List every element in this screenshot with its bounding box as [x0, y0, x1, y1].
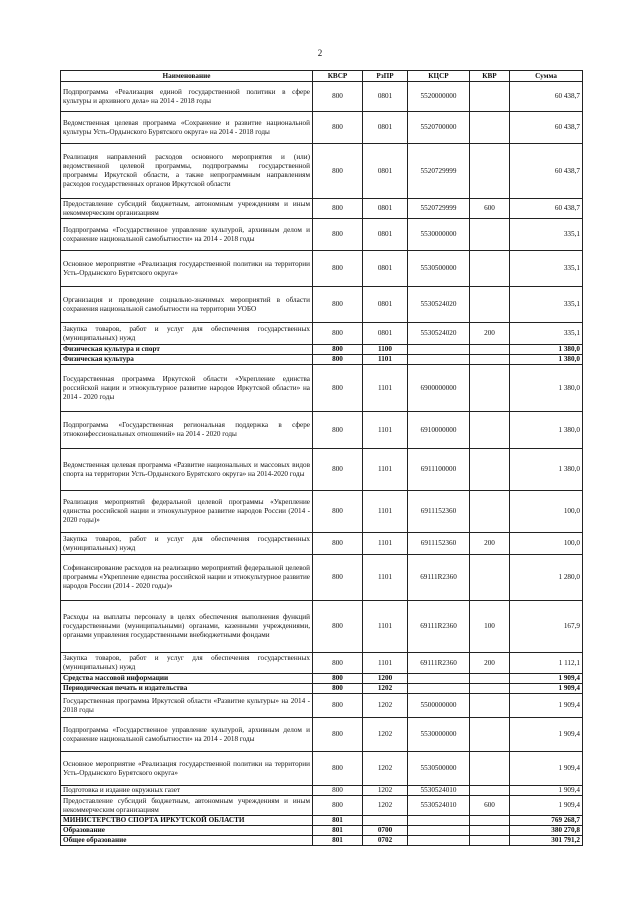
table-row: [61, 836, 583, 846]
row-name-cell: МИНИСТЕРСТВО СПОРТА ИРКУТСКОЙ ОБЛАСТИ: [61, 816, 313, 826]
table-row: [61, 533, 583, 555]
column-header-name: Наименование: [61, 71, 313, 82]
row-kvsr-cell: 800: [313, 694, 363, 718]
row-rzpr-cell: 1101: [363, 365, 408, 412]
row-kcsr-cell: 6910000000: [408, 412, 470, 449]
table-row: [61, 601, 583, 653]
row-kcsr-cell: 5530524020: [408, 287, 470, 323]
row-kcsr-cell: 5520729999: [408, 199, 470, 219]
row-name-cell: Общее образование: [61, 836, 313, 846]
row-name-cell: Образование: [61, 826, 313, 836]
row-sum-cell: 1 280,0: [510, 555, 583, 601]
row-kvsr-cell: 800: [313, 251, 363, 287]
row-kvr-cell: [470, 365, 510, 412]
row-sum-cell: 335,1: [510, 251, 583, 287]
row-rzpr-cell: 0801: [363, 144, 408, 199]
row-kvsr-cell: 800: [313, 345, 363, 355]
row-kvr-cell: [470, 674, 510, 684]
row-sum-cell: 1 909,4: [510, 796, 583, 816]
table-header-row: [61, 71, 583, 82]
row-kcsr-cell: 6911152360: [408, 491, 470, 533]
row-kcsr-cell: 5530524010: [408, 796, 470, 816]
row-sum-cell: 769 268,7: [510, 816, 583, 826]
table-row: [61, 684, 583, 694]
row-sum-cell: 1 909,4: [510, 718, 583, 752]
row-sum-cell: 1 909,4: [510, 694, 583, 718]
row-sum-cell: 335,1: [510, 219, 583, 251]
row-rzpr-cell: 1101: [363, 412, 408, 449]
row-kvsr-cell: 800: [313, 555, 363, 601]
row-kcsr-cell: 6911152360: [408, 533, 470, 555]
row-sum-cell: 1 380,0: [510, 412, 583, 449]
row-rzpr-cell: 0801: [363, 82, 408, 112]
row-kvsr-cell: 800: [313, 82, 363, 112]
row-kvr-cell: [470, 219, 510, 251]
row-name-cell: Государственная программа Иркутской области «Развитие культуры» на 2014 - 2018 годы: [61, 694, 313, 718]
row-rzpr-cell: 0801: [363, 199, 408, 219]
row-kvsr-cell: 800: [313, 718, 363, 752]
table-row: [61, 752, 583, 786]
column-header-kcsr: КЦСР: [408, 71, 470, 82]
row-name-cell: Физическая культура и спорт: [61, 345, 313, 355]
row-kcsr-cell: [408, 816, 470, 826]
row-kvsr-cell: 800: [313, 796, 363, 816]
table-row: [61, 786, 583, 796]
row-rzpr-cell: 1202: [363, 752, 408, 786]
table-row: [61, 491, 583, 533]
row-sum-cell: 380 270,8: [510, 826, 583, 836]
table-row: [61, 816, 583, 826]
table-row: [61, 287, 583, 323]
row-rzpr-cell: 0700: [363, 826, 408, 836]
table-row: [61, 365, 583, 412]
row-name-cell: Подпрограмма «Государственная региональная поддержка в сфере этноконфессиональных отношений» на 2014 - 2020 годы: [61, 412, 313, 449]
row-kvr-cell: [470, 826, 510, 836]
row-kcsr-cell: 5500000000: [408, 694, 470, 718]
row-kvr-cell: 600: [470, 796, 510, 816]
row-sum-cell: 60 438,7: [510, 199, 583, 219]
table-row: [61, 718, 583, 752]
row-kcsr-cell: 5530000000: [408, 718, 470, 752]
row-kcsr-cell: 6900000000: [408, 365, 470, 412]
row-sum-cell: 1 909,4: [510, 752, 583, 786]
row-kvsr-cell: 800: [313, 144, 363, 199]
row-kcsr-cell: 5530524010: [408, 786, 470, 796]
row-kvr-cell: [470, 491, 510, 533]
row-sum-cell: 100,0: [510, 491, 583, 533]
row-kvr-cell: [470, 816, 510, 826]
row-sum-cell: 1 112,1: [510, 653, 583, 674]
row-kcsr-cell: 6911100000: [408, 449, 470, 491]
row-kvr-cell: 100: [470, 601, 510, 653]
row-sum-cell: 1 380,0: [510, 355, 583, 365]
row-kvsr-cell: 800: [313, 653, 363, 674]
row-kvsr-cell: 800: [313, 752, 363, 786]
row-kvsr-cell: 800: [313, 355, 363, 365]
row-kcsr-cell: 5530500000: [408, 251, 470, 287]
row-rzpr-cell: 0801: [363, 112, 408, 144]
column-header-kvsr: КВСР: [313, 71, 363, 82]
row-sum-cell: 1 909,4: [510, 674, 583, 684]
row-rzpr-cell: 1101: [363, 449, 408, 491]
row-kvsr-cell: 800: [313, 601, 363, 653]
row-kvr-cell: [470, 112, 510, 144]
row-kvr-cell: [470, 449, 510, 491]
row-name-cell: Закупка товаров, работ и услуг для обеспечения государственных (муниципальных) нужд: [61, 323, 313, 345]
row-name-cell: Закупка товаров, работ и услуг для обеспечения государственных (муниципальных) нужд: [61, 533, 313, 555]
table-row: [61, 449, 583, 491]
row-kcsr-cell: 5530500000: [408, 752, 470, 786]
row-name-cell: Ведомственная целевая программа «Сохранение и развитие национальной культуры Усть-Ордынского Бурятского округа» на 2014 - 2018 годы: [61, 112, 313, 144]
table-row: [61, 345, 583, 355]
row-rzpr-cell: 0801: [363, 251, 408, 287]
table-row: [61, 674, 583, 684]
row-rzpr-cell: 1202: [363, 694, 408, 718]
row-kcsr-cell: [408, 355, 470, 365]
row-sum-cell: 1 909,4: [510, 684, 583, 694]
row-rzpr-cell: 1101: [363, 653, 408, 674]
row-name-cell: Подпрограмма «Государственное управление культурой, архивным делом и сохранение национальной самобытности» на 2014 - 2018 годы: [61, 718, 313, 752]
row-rzpr-cell: 1202: [363, 684, 408, 694]
row-kcsr-cell: 5520729999: [408, 144, 470, 199]
row-rzpr-cell: 1101: [363, 555, 408, 601]
row-rzpr-cell: 1202: [363, 718, 408, 752]
row-kcsr-cell: [408, 345, 470, 355]
row-name-cell: Подготовка и издание окружных газет: [61, 786, 313, 796]
row-kvr-cell: [470, 412, 510, 449]
table-row: [61, 694, 583, 718]
table-row: [61, 82, 583, 112]
row-name-cell: Реализация мероприятий федеральной целевой программы «Укрепление единства российской нации и этнокультурное развитие народов России (2014 - 2020 годы)»: [61, 491, 313, 533]
row-kvr-cell: [470, 345, 510, 355]
row-name-cell: Физическая культура: [61, 355, 313, 365]
row-kvsr-cell: 800: [313, 323, 363, 345]
row-kvr-cell: [470, 144, 510, 199]
row-sum-cell: 60 438,7: [510, 144, 583, 199]
row-rzpr-cell: 1202: [363, 796, 408, 816]
row-sum-cell: 100,0: [510, 533, 583, 555]
row-kcsr-cell: 5520000000: [408, 82, 470, 112]
row-sum-cell: 1 380,0: [510, 365, 583, 412]
row-sum-cell: 335,1: [510, 287, 583, 323]
row-kvr-cell: [470, 786, 510, 796]
row-kvr-cell: [470, 555, 510, 601]
row-rzpr-cell: 1200: [363, 674, 408, 684]
row-name-cell: Предоставление субсидий бюджетным, автономным учреждениям и иным некоммерческим организациям: [61, 796, 313, 816]
row-name-cell: Организация и проведение социально-значимых мероприятий в области сохранения национальной самобытности на территории УОБО: [61, 287, 313, 323]
column-header-rzpr: РзПР: [363, 71, 408, 82]
page-number: 2: [317, 48, 323, 58]
row-name-cell: Предоставление субсидий бюджетным, автономным учреждениям и иным некоммерческим организациям: [61, 199, 313, 219]
row-kcsr-cell: 69111R2360: [408, 653, 470, 674]
row-name-cell: Государственная программа Иркутской области «Укрепление единства российской нации и этнокультурное развитие народов Иркутской области» на 2014 - 2020 годы: [61, 365, 313, 412]
row-kvsr-cell: 801: [313, 816, 363, 826]
row-sum-cell: 60 438,7: [510, 82, 583, 112]
row-rzpr-cell: 0801: [363, 323, 408, 345]
budget-table: [60, 70, 583, 846]
row-sum-cell: 167,9: [510, 601, 583, 653]
column-header-kvr: КВР: [470, 71, 510, 82]
row-kvsr-cell: 800: [313, 674, 363, 684]
row-kcsr-cell: 5530524020: [408, 323, 470, 345]
row-name-cell: Закупка товаров, работ и услуг для обеспечения государственных (муниципальных) нужд: [61, 653, 313, 674]
row-name-cell: Основное мероприятие «Реализация государственной политики на территории Усть-Ордынского Бурятского округа»: [61, 752, 313, 786]
row-kvsr-cell: 800: [313, 533, 363, 555]
row-kvsr-cell: 800: [313, 449, 363, 491]
row-rzpr-cell: 1202: [363, 786, 408, 796]
row-kcsr-cell: [408, 674, 470, 684]
table-row: [61, 826, 583, 836]
table-row: [61, 555, 583, 601]
row-kvr-cell: [470, 718, 510, 752]
row-rzpr-cell: 0801: [363, 219, 408, 251]
row-name-cell: Подпрограмма «Реализация единой государственной политики в сфере культуры и архивного дела» на 2014 - 2018 годы: [61, 82, 313, 112]
column-header-sum: Сумма: [510, 71, 583, 82]
row-kvr-cell: [470, 752, 510, 786]
row-kvr-cell: 200: [470, 533, 510, 555]
row-name-cell: Расходы на выплаты персоналу в целях обеспечения выполнения функций государственными (муниципальными) органами, казенными учреждениями, органами управления государственными внебюджетными фондами: [61, 601, 313, 653]
row-name-cell: Средства массовой информации: [61, 674, 313, 684]
row-rzpr-cell: 0801: [363, 287, 408, 323]
row-sum-cell: 60 438,7: [510, 112, 583, 144]
row-kvr-cell: [470, 355, 510, 365]
table-row: [61, 144, 583, 199]
row-rzpr-cell: 1101: [363, 601, 408, 653]
row-kvsr-cell: 800: [313, 365, 363, 412]
row-kvsr-cell: 800: [313, 684, 363, 694]
table-row: [61, 199, 583, 219]
row-kcsr-cell: 5530000000: [408, 219, 470, 251]
row-kvr-cell: 600: [470, 199, 510, 219]
table-row: [61, 412, 583, 449]
table-body: [61, 82, 583, 846]
row-kvsr-cell: 800: [313, 219, 363, 251]
row-kvsr-cell: 800: [313, 491, 363, 533]
row-rzpr-cell: [363, 816, 408, 826]
row-kvsr-cell: 801: [313, 826, 363, 836]
row-kcsr-cell: 69111R2360: [408, 601, 470, 653]
row-rzpr-cell: 0702: [363, 836, 408, 846]
row-kvsr-cell: 800: [313, 412, 363, 449]
row-kvr-cell: [470, 251, 510, 287]
row-name-cell: Периодическая печать и издательства: [61, 684, 313, 694]
row-kvr-cell: [470, 684, 510, 694]
table-row: [61, 112, 583, 144]
row-sum-cell: 1 909,4: [510, 786, 583, 796]
table-row: [61, 796, 583, 816]
row-sum-cell: 1 380,0: [510, 345, 583, 355]
table-row: [61, 251, 583, 287]
row-kvsr-cell: 800: [313, 112, 363, 144]
row-name-cell: Подпрограмма «Государственное управление культурой, архивным делом и сохранение национальной самобытности» на 2014 - 2018 годы: [61, 219, 313, 251]
row-rzpr-cell: 1101: [363, 533, 408, 555]
row-kvsr-cell: 800: [313, 287, 363, 323]
row-name-cell: Софинансирование расходов на реализацию мероприятий федеральной целевой программы «Укрепление единства российской нации и этнокультурное развитие народов России (2014 - 2020 годы)»: [61, 555, 313, 601]
row-sum-cell: 301 791,2: [510, 836, 583, 846]
row-sum-cell: 1 380,0: [510, 449, 583, 491]
row-kcsr-cell: [408, 684, 470, 694]
row-kvr-cell: [470, 694, 510, 718]
row-kcsr-cell: 5520700000: [408, 112, 470, 144]
row-kvr-cell: 200: [470, 653, 510, 674]
row-rzpr-cell: 1100: [363, 345, 408, 355]
row-sum-cell: 335,1: [510, 323, 583, 345]
row-name-cell: Реализация направлений расходов основного мероприятия и (или) ведомственной целевой программы, подпрограммы государственной программы Иркутской области, а также непрограммным направлениям расходов государственных органов Иркутской области: [61, 144, 313, 199]
row-kvr-cell: [470, 836, 510, 846]
table-row: [61, 323, 583, 345]
row-kvr-cell: 200: [470, 323, 510, 345]
row-rzpr-cell: 1101: [363, 355, 408, 365]
table-row: [61, 219, 583, 251]
row-name-cell: Основное мероприятие «Реализация государственной политики на территории Усть-Ордынского Бурятского округа»: [61, 251, 313, 287]
row-kcsr-cell: [408, 836, 470, 846]
row-kcsr-cell: 69111R2360: [408, 555, 470, 601]
table-row: [61, 653, 583, 674]
row-kvsr-cell: 800: [313, 786, 363, 796]
row-kvr-cell: [470, 287, 510, 323]
row-name-cell: Ведомственная целевая программа «Развитие национальных и массовых видов спорта на территории Усть-Ордынского Бурятского округа» на 2014-2020 годы: [61, 449, 313, 491]
row-kcsr-cell: [408, 826, 470, 836]
row-rzpr-cell: 1101: [363, 491, 408, 533]
row-kvr-cell: [470, 82, 510, 112]
table-row: [61, 355, 583, 365]
row-kvsr-cell: 800: [313, 199, 363, 219]
row-kvsr-cell: 801: [313, 836, 363, 846]
